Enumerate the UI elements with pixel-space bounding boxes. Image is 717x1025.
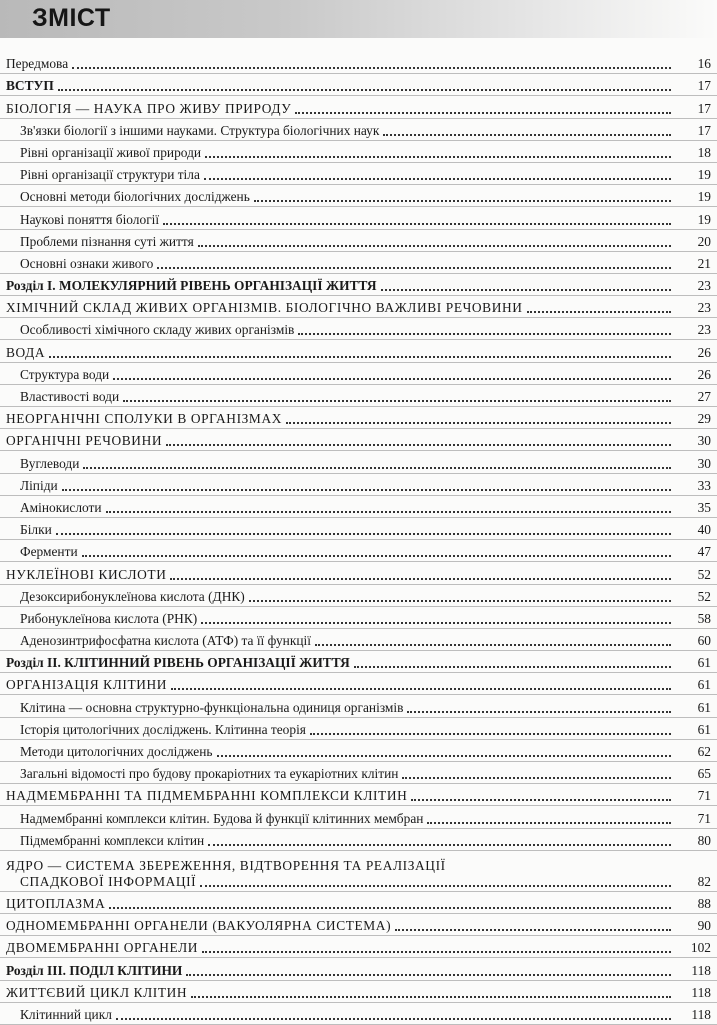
toc-entry-text <box>6 896 671 912</box>
toc-page-number: 26 <box>697 366 711 382</box>
toc-entry-text <box>6 788 671 804</box>
toc-entry-title: НЕОРГАНІЧНІ СПОЛУКИ В ОРГАНІЗМАХ <box>6 411 282 427</box>
dot-leader <box>381 289 671 291</box>
toc-entry-title: Рівні організації живої природи <box>20 144 202 160</box>
dot-leader <box>163 223 671 225</box>
toc-entry[interactable] <box>0 914 717 936</box>
toc-entry-text <box>6 78 671 94</box>
toc-entry-text <box>20 322 671 338</box>
toc-entry-text <box>20 522 671 538</box>
toc-entry[interactable] <box>0 385 717 407</box>
toc-entry[interactable] <box>0 207 717 229</box>
toc-entry-title: Загальні відомості про будову прокаріотних та еукаріотних клітин <box>20 766 399 782</box>
toc-entry-text <box>6 278 671 294</box>
toc-entry[interactable] <box>0 74 717 96</box>
dot-leader <box>527 311 671 313</box>
dot-leader <box>295 112 671 114</box>
header-band <box>0 0 717 38</box>
toc-page-number: 102 <box>690 940 711 956</box>
toc-entry[interactable] <box>0 274 717 296</box>
dot-leader <box>395 929 671 931</box>
toc-entry-text <box>20 744 671 760</box>
toc-page-number: 90 <box>697 918 711 934</box>
toc-entry-title: ВСТУП <box>6 78 54 94</box>
toc-entry-title: Методи цитологічних досліджень <box>20 744 213 759</box>
dot-leader <box>202 951 671 953</box>
toc-entry[interactable] <box>0 629 717 651</box>
toc-entry[interactable] <box>0 718 717 740</box>
toc-entry-text <box>20 456 671 472</box>
dot-leader <box>208 844 671 846</box>
toc-page-number: 47 <box>697 544 711 560</box>
dot-leader <box>198 245 671 247</box>
toc-entry-title: Особливості хімічного складу живих організмів <box>20 322 295 338</box>
toc-entry-text <box>6 940 671 956</box>
toc-entry[interactable] <box>0 1003 717 1025</box>
toc-entry-title-continued: СПАДКОВОЇ ІНФОРМАЦІЇ <box>20 873 197 889</box>
toc-page-number: 61 <box>697 655 711 671</box>
toc-page-number: 23 <box>697 300 711 316</box>
toc-entry-title: Клітинний цикл <box>20 1006 112 1022</box>
toc-entry-continuation <box>6 874 671 890</box>
toc-entry-text <box>20 611 671 627</box>
toc-page-number: 35 <box>697 499 711 515</box>
dot-leader <box>62 489 671 491</box>
dot-leader <box>298 333 671 335</box>
dot-leader <box>116 1018 671 1020</box>
toc-page-number: 30 <box>697 455 711 471</box>
toc-page-number: 17 <box>697 122 711 138</box>
toc-page-number: 71 <box>697 788 711 804</box>
toc-entry-text <box>20 811 671 827</box>
toc-page-number: 118 <box>691 962 711 978</box>
dot-leader <box>123 400 671 402</box>
toc-entry-text <box>20 766 671 782</box>
toc-entry-title: Властивості води <box>20 389 120 404</box>
toc-entry-text <box>20 389 671 405</box>
toc-entry[interactable] <box>0 936 717 958</box>
toc-entry-text <box>6 655 671 671</box>
toc-entry[interactable] <box>0 429 717 451</box>
toc-entry-title: Підмембранні комплекси клітин <box>20 832 205 848</box>
toc-entry-text <box>6 300 671 316</box>
toc-entry-title: ОРГАНІЧНІ РЕЧОВИНИ <box>6 433 163 449</box>
toc-page-number: 60 <box>697 633 711 649</box>
dot-leader <box>427 822 671 824</box>
toc-entry-text <box>20 544 671 560</box>
toc-entry-text <box>20 145 671 161</box>
toc-entry-title: ЦИТОПЛАЗМА <box>6 895 106 911</box>
toc-entry-title: Вуглеводи <box>20 455 80 471</box>
toc-entry[interactable] <box>0 340 717 362</box>
dot-leader <box>109 907 671 909</box>
toc-page-number: 61 <box>697 721 711 737</box>
toc-entry[interactable] <box>0 562 717 584</box>
dot-leader <box>72 67 671 69</box>
toc-page-number: 23 <box>697 322 711 338</box>
toc-entry[interactable] <box>0 363 717 385</box>
toc-entry-title: Ферменти <box>20 544 78 560</box>
toc-entry-title: Передмова <box>6 56 69 72</box>
dot-leader <box>407 711 671 713</box>
toc-entry-title: Структура води <box>20 366 110 382</box>
toc-entry[interactable] <box>0 141 717 163</box>
dot-leader <box>200 885 671 887</box>
dot-leader <box>411 799 671 801</box>
toc-entry-title: Аденозинтрифосфатна кислота (АТФ) та її функції <box>20 633 311 649</box>
toc-entry[interactable] <box>0 585 717 607</box>
toc-entry-text <box>6 677 671 693</box>
dot-leader <box>191 996 671 998</box>
toc-entry-title: ХІМІЧНИЙ СКЛАД ЖИВИХ ОРГАНІЗМІВ. БІОЛОГІЧНО ВАЖЛИВІ РЕЧОВИНИ <box>6 300 523 316</box>
dot-leader <box>49 356 671 358</box>
toc-entry-text <box>20 833 671 849</box>
toc-entry-title: Клітина — основна структурно-функціональна одиниця організмів <box>20 699 404 715</box>
toc-entry-title: ВОДА <box>6 344 46 360</box>
toc-entry[interactable] <box>0 607 717 629</box>
toc-page-number: 30 <box>697 433 711 449</box>
toc-entry[interactable] <box>0 981 717 1003</box>
toc-page-number: 19 <box>697 211 711 227</box>
toc-entry-text <box>6 56 671 72</box>
dot-leader <box>113 378 671 380</box>
toc-entry-text <box>6 963 671 979</box>
toc-entry[interactable] <box>0 119 717 141</box>
toc-entry[interactable] <box>0 958 717 980</box>
toc-page-number: 26 <box>697 344 711 360</box>
dot-leader <box>157 267 671 269</box>
toc-entry-title: Наукові поняття біології <box>20 211 160 227</box>
dot-leader <box>205 156 671 158</box>
toc-entry-text <box>20 212 671 228</box>
toc-entry-text <box>20 722 671 738</box>
toc-page-number: 19 <box>697 167 711 183</box>
dot-leader <box>166 444 671 446</box>
toc-entry-title: ЖИТТЄВИЙ ЦИКЛ КЛІТИН <box>6 984 188 1000</box>
toc-entry-title: Білки <box>20 522 52 538</box>
dot-leader <box>249 600 671 602</box>
dot-leader <box>186 974 671 976</box>
toc-entry-text <box>20 500 671 516</box>
toc-entry-title: Надмембранні комплекси клітин. Будова й функції клітинних мембран <box>20 810 424 826</box>
toc-page-number: 118 <box>691 984 711 1000</box>
dot-leader <box>58 89 671 91</box>
toc-page-number: 23 <box>697 278 711 294</box>
dot-leader <box>402 777 671 779</box>
toc-page-number: 21 <box>697 255 711 271</box>
dot-leader <box>383 134 671 136</box>
toc-page-number: 20 <box>697 233 711 249</box>
toc-entry-text <box>20 700 671 716</box>
dot-leader <box>83 467 671 469</box>
toc-page-number: 16 <box>697 56 711 72</box>
toc-entry-title: Розділ III. ПОДІЛ КЛІТИНИ <box>6 962 183 978</box>
toc-entry[interactable] <box>0 851 717 892</box>
toc-page-number: 19 <box>697 189 711 205</box>
toc-entry-text <box>20 478 671 494</box>
toc-entry-title: Основні ознаки живого <box>20 255 154 271</box>
toc-page-number: 52 <box>697 588 711 604</box>
toc-page-number: 61 <box>697 677 711 693</box>
toc-entry[interactable] <box>0 252 717 274</box>
toc-entry-title: НАДМЕМБРАННІ ТА ПІДМЕМБРАННІ КОМПЛЕКСИ КЛІТИН <box>6 788 408 804</box>
toc-entry-text <box>20 256 671 272</box>
toc-page-number: 71 <box>697 810 711 826</box>
toc-page-number: 17 <box>697 100 711 116</box>
toc-page-number: 17 <box>697 78 711 94</box>
toc-entry-text <box>20 123 671 139</box>
toc-entry-title: НУКЛЕЇНОВІ КИСЛОТИ <box>6 566 167 582</box>
toc-entry[interactable] <box>0 892 717 914</box>
toc-page-number: 82 <box>697 873 711 889</box>
toc-entry[interactable] <box>0 784 717 806</box>
table-of-contents <box>0 52 717 1025</box>
dot-leader <box>254 200 671 202</box>
toc-entry[interactable] <box>0 496 717 518</box>
toc-page-number: 52 <box>697 566 711 582</box>
toc-entry[interactable] <box>0 806 717 828</box>
dot-leader <box>106 511 671 513</box>
toc-entry[interactable] <box>0 518 717 540</box>
toc-entry-title: Ліпіди <box>20 477 58 493</box>
toc-entry-text <box>20 234 671 250</box>
toc-page-number: 58 <box>697 610 711 626</box>
toc-entry-title: Рибонуклеїнова кислота (РНК) <box>20 610 198 626</box>
dot-leader <box>315 644 671 646</box>
toc-entry-title: ОДНОМЕМБРАННІ ОРГАНЕЛИ (ВАКУОЛЯРНА СИСТЕМА) <box>6 918 392 934</box>
dot-leader <box>204 178 671 180</box>
toc-entry-text <box>20 367 671 383</box>
toc-entry[interactable] <box>0 296 717 318</box>
toc-entry[interactable] <box>0 52 717 74</box>
toc-entry-text <box>6 433 671 449</box>
toc-entry-text <box>6 345 671 361</box>
toc-page-number: 18 <box>697 144 711 160</box>
toc-entry-text <box>20 633 671 649</box>
toc-entry-text <box>6 985 671 1001</box>
dot-leader <box>217 755 671 757</box>
toc-entry[interactable] <box>0 185 717 207</box>
toc-entry[interactable] <box>0 829 717 851</box>
toc-entry-title: Розділ II. КЛІТИННИЙ РІВЕНЬ ОРГАНІЗАЦІЇ ЖИТТЯ <box>6 655 350 671</box>
toc-entry[interactable] <box>0 651 717 673</box>
toc-entry-text <box>6 918 671 934</box>
toc-entry-title: Основні методи біологічних досліджень <box>20 189 250 205</box>
toc-entry-text <box>6 411 671 427</box>
toc-entry-text <box>6 567 671 583</box>
toc-entry-title: БІОЛОГІЯ — НАУКА ПРО ЖИВУ ПРИРОДУ <box>6 100 292 116</box>
toc-entry-title: Історія цитологічних досліджень. Клітинна теорія <box>20 721 306 737</box>
toc-page-number: 40 <box>697 522 711 538</box>
toc-entry-title: ЯДРО — СИСТЕМА ЗБЕРЕЖЕННЯ, ВІДТВОРЕННЯ ТА РЕАЛІЗАЦІЇ <box>6 857 446 873</box>
dot-leader <box>170 578 671 580</box>
dot-leader <box>310 733 671 735</box>
toc-entry[interactable] <box>0 762 717 784</box>
toc-entry-text <box>20 189 671 205</box>
toc-entry[interactable] <box>0 740 717 762</box>
toc-page-number: 33 <box>697 477 711 493</box>
dot-leader <box>56 533 671 535</box>
toc-entry[interactable] <box>0 695 717 717</box>
toc-entry[interactable] <box>0 163 717 185</box>
toc-entry-title: Рівні організації структури тіла <box>20 167 200 183</box>
toc-entry[interactable] <box>0 318 717 340</box>
toc-entry-text <box>20 167 671 183</box>
toc-entry-title: Дезоксирибонуклеїнова кислота (ДНК) <box>20 588 245 604</box>
toc-entry-title: ДВОМЕМБРАННІ ОРГАНЕЛИ <box>6 940 199 956</box>
toc-entry-title: Розділ І. МОЛЕКУЛЯРНИЙ РІВЕНЬ ОРГАНІЗАЦІЇ ЖИТТЯ <box>6 278 377 294</box>
dot-leader <box>171 688 671 690</box>
toc-entry-title: ОРГАНІЗАЦІЯ КЛІТИНИ <box>6 677 168 693</box>
toc-entry[interactable] <box>0 230 717 252</box>
dot-leader <box>286 422 671 424</box>
toc-entry[interactable] <box>0 673 717 695</box>
toc-page-number: 88 <box>697 895 711 911</box>
toc-entry-text <box>20 589 671 605</box>
toc-entry[interactable] <box>0 540 717 562</box>
dot-leader <box>354 666 671 668</box>
toc-page-number: 62 <box>697 744 711 759</box>
toc-page-number: 29 <box>697 411 711 427</box>
toc-page-number: 27 <box>697 389 711 404</box>
page-title: ЗМІСТ <box>32 4 111 32</box>
toc-page-number: 65 <box>697 766 711 782</box>
toc-entry-title: Зв'язки біології з іншими науками. Структура біологічних наук <box>20 122 380 138</box>
toc-entry-text <box>6 101 671 117</box>
toc-entry-text <box>6 858 671 890</box>
toc-page-number: 118 <box>691 1006 711 1022</box>
toc-entry-title: Проблеми пізнання суті життя <box>20 233 194 249</box>
toc-entry-title: Амінокислоти <box>20 499 102 515</box>
toc-entry[interactable] <box>0 96 717 118</box>
toc-entry-text <box>20 1007 671 1023</box>
toc-page-number: 61 <box>697 699 711 715</box>
toc-entry[interactable] <box>0 407 717 429</box>
toc-page-number: 80 <box>697 832 711 848</box>
dot-leader <box>201 622 671 624</box>
dot-leader <box>82 555 671 557</box>
toc-entry[interactable] <box>0 451 717 473</box>
toc-entry[interactable] <box>0 474 717 496</box>
